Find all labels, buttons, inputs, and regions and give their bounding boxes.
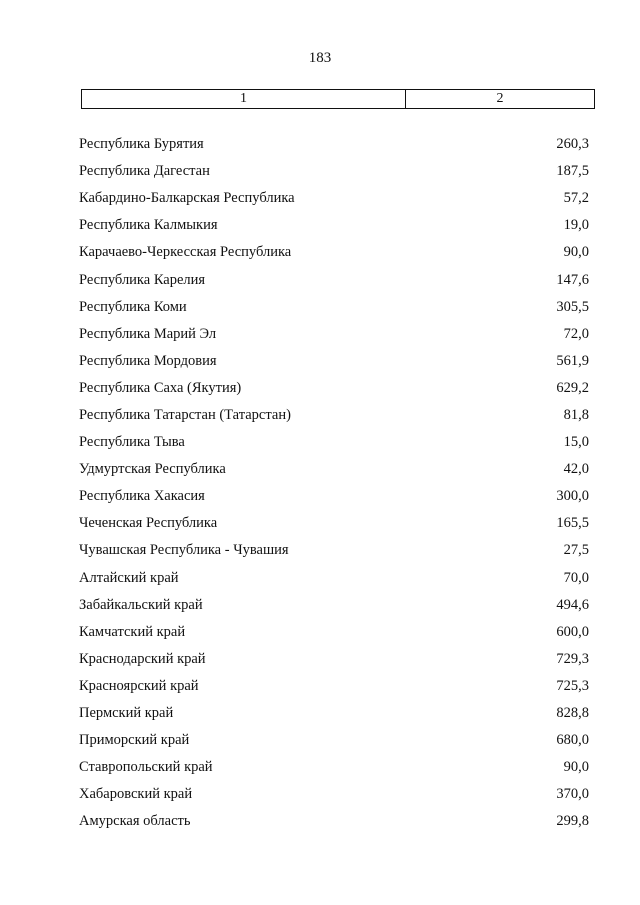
table-row <box>79 619 589 646</box>
region-value: 27,5 <box>563 542 589 559</box>
region-name: Республика Бурятия <box>79 136 204 153</box>
region-value: 629,2 <box>556 379 589 396</box>
region-value: 561,9 <box>556 352 589 369</box>
table-row <box>79 239 589 266</box>
table-row <box>79 781 589 808</box>
column-header-2: 2 <box>496 91 504 106</box>
region-name: Республика Карелия <box>79 271 206 288</box>
table-row <box>79 592 589 619</box>
region-value: 90,0 <box>563 244 589 261</box>
region-name: Республика Мордовия <box>79 352 217 369</box>
region-name: Кабардино-Балкарская Республика <box>79 190 295 207</box>
table-row <box>79 808 589 835</box>
region-value: 494,6 <box>556 596 589 613</box>
table-row <box>79 266 589 293</box>
region-value: 165,5 <box>556 515 589 532</box>
region-list <box>79 131 589 835</box>
region-name: Республика Хакасия <box>79 488 205 505</box>
region-value: 260,3 <box>556 136 589 153</box>
region-name: Республика Марий Эл <box>79 325 217 342</box>
table-row <box>79 294 589 321</box>
table-row <box>79 321 589 348</box>
region-name: Камчатский край <box>79 623 186 640</box>
region-name: Чеченская Республика <box>79 515 218 532</box>
region-value: 299,8 <box>556 813 589 830</box>
region-name: Приморский край <box>79 732 190 749</box>
region-name: Карачаево-Черкесская Республика <box>79 244 292 261</box>
table-header <box>81 89 595 109</box>
region-name: Ставропольский край <box>79 759 213 776</box>
table-row <box>79 483 589 510</box>
region-value: 57,2 <box>563 190 589 207</box>
region-name: Республика Дагестан <box>79 163 210 180</box>
region-value: 72,0 <box>563 325 589 342</box>
region-value: 600,0 <box>556 623 589 640</box>
table-row <box>79 456 589 483</box>
region-value: 90,0 <box>563 759 589 776</box>
region-name: Республика Саха (Якутия) <box>79 379 242 396</box>
region-value: 725,3 <box>556 677 589 694</box>
region-name: Краснодарский край <box>79 650 206 667</box>
table-row <box>79 537 589 564</box>
region-name: Республика Коми <box>79 298 187 315</box>
table-row <box>79 510 589 537</box>
region-name: Удмуртская Республика <box>79 461 226 478</box>
table-row <box>79 429 589 456</box>
region-value: 828,8 <box>556 705 589 722</box>
page-number: 183 <box>308 50 332 66</box>
region-name: Республика Калмыкия <box>79 217 218 234</box>
region-value: 15,0 <box>563 434 589 451</box>
region-value: 42,0 <box>563 461 589 478</box>
region-name: Амурская область <box>79 813 191 830</box>
table-row <box>79 727 589 754</box>
table-row <box>79 754 589 781</box>
region-name: Забайкальский край <box>79 596 203 613</box>
region-value: 81,8 <box>563 406 589 423</box>
region-value: 680,0 <box>556 732 589 749</box>
table-row <box>79 402 589 429</box>
column-header-1: 1 <box>82 90 406 108</box>
region-name: Республика Тыва <box>79 434 185 451</box>
table-row <box>79 348 589 375</box>
region-name: Чувашская Республика - Чувашия <box>79 542 289 559</box>
region-name: Хабаровский край <box>79 786 193 803</box>
region-name: Алтайский край <box>79 569 179 586</box>
region-value: 300,0 <box>556 488 589 505</box>
table-row <box>79 673 589 700</box>
table-row <box>79 646 589 673</box>
table-row <box>79 375 589 402</box>
table-row <box>79 131 589 158</box>
region-value: 70,0 <box>563 569 589 586</box>
table-row <box>79 158 589 185</box>
region-name: Республика Татарстан (Татарстан) <box>79 406 291 423</box>
table-row <box>79 212 589 239</box>
region-value: 305,5 <box>556 298 589 315</box>
region-name: Красноярский край <box>79 677 199 694</box>
table-row <box>79 700 589 727</box>
region-value: 147,6 <box>556 271 589 288</box>
region-value: 370,0 <box>556 786 589 803</box>
table-row <box>79 185 589 212</box>
region-value: 729,3 <box>556 650 589 667</box>
region-value: 19,0 <box>563 217 589 234</box>
region-name: Пермский край <box>79 705 174 722</box>
region-value: 187,5 <box>556 163 589 180</box>
table-row <box>79 565 589 592</box>
